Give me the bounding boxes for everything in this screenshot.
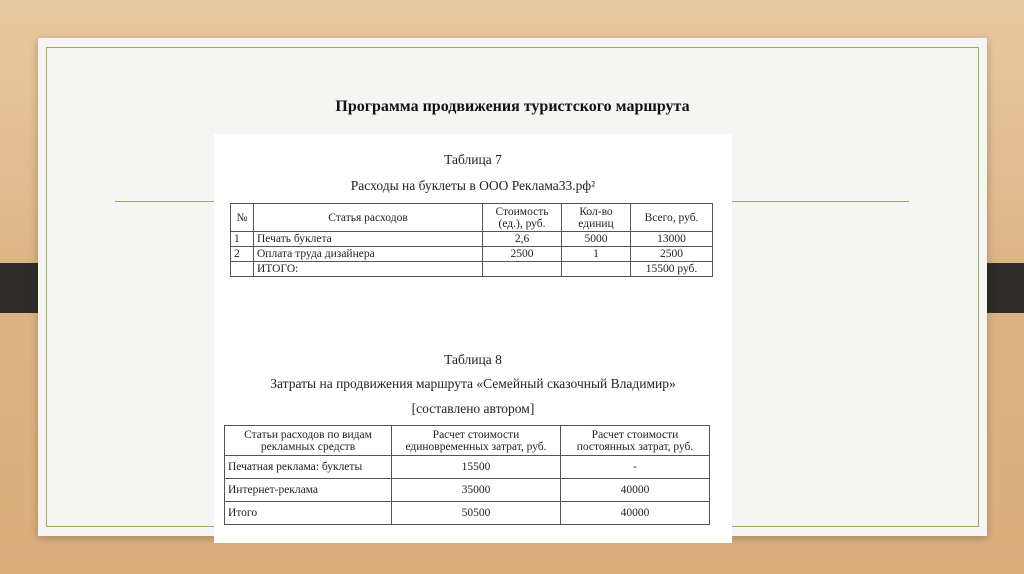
table7-header-cell: № (231, 204, 254, 232)
table-cell (231, 262, 254, 277)
table-cell: Оплата труда дизайнера (254, 247, 483, 262)
table-row (231, 262, 713, 277)
table-cell: Итого (225, 502, 392, 525)
table7-header-cell: Стоимость (ед.), руб. (483, 204, 562, 232)
table-cell: 1 (562, 247, 631, 262)
table-cell: 2 (231, 247, 254, 262)
table7-header-cell: Статья расходов (254, 204, 483, 232)
table-cell: 15500 (392, 456, 561, 479)
table-cell (483, 262, 562, 277)
table-row (231, 247, 713, 262)
table-cell: Печатная реклама: буклеты (225, 456, 392, 479)
slide-title: Программа продвижения туристского маршрута (335, 98, 690, 115)
table-cell: 2500 (631, 247, 713, 262)
table-cell: 2,6 (483, 232, 562, 247)
table-cell: 35000 (392, 479, 561, 502)
table7-label: Таблица 7 (444, 152, 502, 167)
table8-header-cell: Расчет стоимости единовременных затрат, руб. (392, 426, 561, 456)
table-cell (562, 262, 631, 277)
table8-header-cell: Статьи расходов по видам рекламных средств (225, 426, 392, 456)
table-cell: ИТОГО: (254, 262, 483, 277)
table-row (231, 232, 713, 247)
table-cell: 13000 (631, 232, 713, 247)
document-image (214, 134, 732, 543)
table8-header-row (225, 426, 710, 456)
table-cell: 50500 (392, 502, 561, 525)
table8-header-cell: Расчет стоимости постоянных затрат, руб. (561, 426, 710, 456)
table-row (225, 479, 710, 502)
table7-caption: Расходы на буклеты в ООО Реклама33.рф² (350, 178, 596, 193)
table7 (230, 203, 713, 277)
table7-header-row (231, 204, 713, 232)
table-cell: 5000 (562, 232, 631, 247)
table8-label: Таблица 8 (444, 352, 502, 367)
table8 (224, 425, 710, 525)
table-cell: 2500 (483, 247, 562, 262)
table8-caption: Затраты на продвижения маршрута «Семейный сказочный Владимир» (270, 376, 676, 391)
table8-subcaption: [составлено автором] (411, 401, 535, 416)
table-row (225, 502, 710, 525)
slide (38, 38, 987, 536)
table-cell: 40000 (561, 479, 710, 502)
table-cell: Интернет-реклама (225, 479, 392, 502)
table7-header-cell: Всего, руб. (631, 204, 713, 232)
table-row (225, 456, 710, 479)
table-cell: 40000 (561, 502, 710, 525)
table7-header-cell: Кол-во единиц (562, 204, 631, 232)
table-cell: 1 (231, 232, 254, 247)
table-cell: - (561, 456, 710, 479)
table-cell: Печать буклета (254, 232, 483, 247)
table-cell: 15500 руб. (631, 262, 713, 277)
